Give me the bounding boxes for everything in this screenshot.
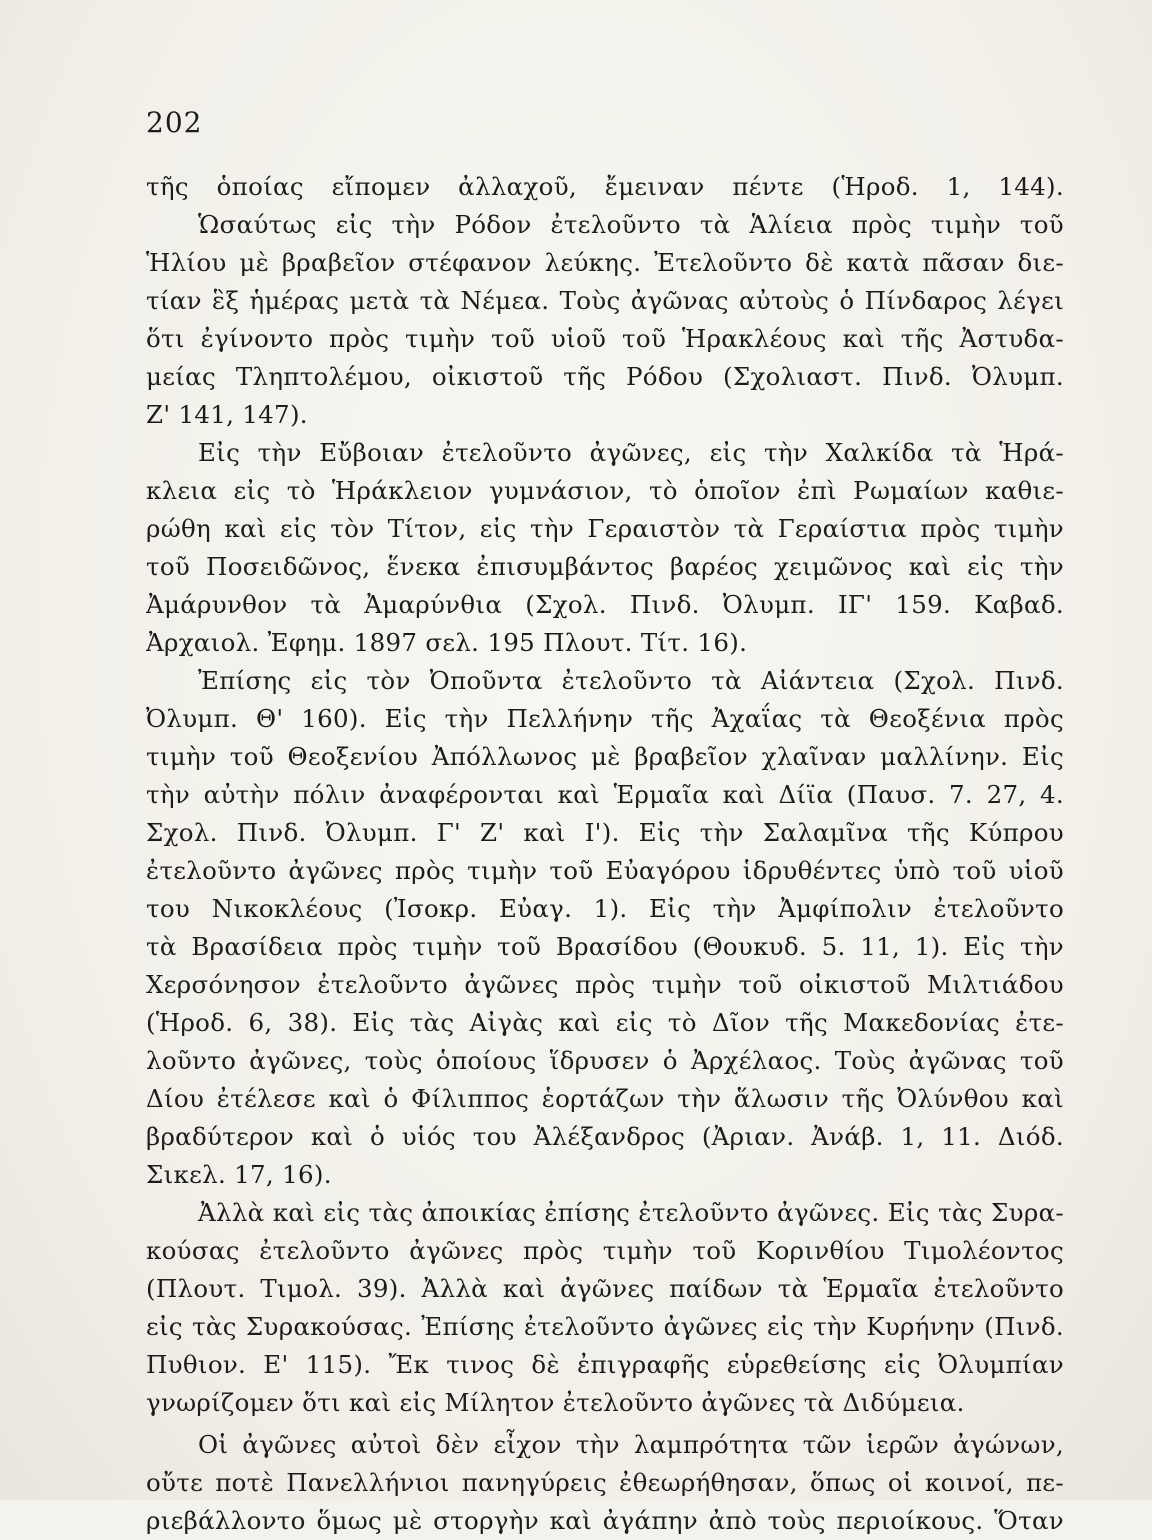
- text-line: Χερσόνησον ἐτελοῦντο ἀγῶνες πρὸς τιμὴν τοῦ οἰκιστοῦ Μιλτιάδου: [146, 970, 1064, 999]
- text-line: μείας Τληπτολέμου, οἰκιστοῦ τῆς Ρόδου (Σχολιαστ. Πινδ. Ὀλυμπ.: [146, 362, 1064, 391]
- text-line: τὴν αὐτὴν πόλιν ἀναφέρονται καὶ Ἑρμαῖα καὶ Δίϊα (Παυσ. 7. 27, 4.: [146, 780, 1064, 809]
- text-line: ριεβάλλοντο ὅμως μὲ στοργὴν καὶ ἀγάπην ἀπὸ τοὺς περιοίκους. Ὅταν: [146, 1506, 1064, 1535]
- text-line: Ἡλίου μὲ βραβεῖον στέφανον λεύκης. Ἐτελοῦντο δὲ κατὰ πᾶσαν διε-: [146, 248, 1064, 277]
- text-line: ἐτελοῦντο ἀγῶνες πρὸς τιμὴν τοῦ Εὐαγόρου ἱδρυθέντες ὑπὸ τοῦ υἱοῦ: [146, 856, 1064, 885]
- text-line: γνωρίζομεν ὅτι καὶ εἰς Μίλητον ἐτελοῦντο ἀγῶνες τὰ Διδύμεια.: [146, 1388, 965, 1417]
- text-line: Ἀμάρυνθον τὰ Ἀμαρύνθια (Σχολ. Πινδ. Ὀλυμπ. ΙΓ' 159. Καβαδ.: [146, 590, 1064, 619]
- text-line: τιμὴν τοῦ Θεοξενίου Ἀπόλλωνος μὲ βραβεῖον χλαῖναν μαλλίνην. Εἰς: [146, 742, 1064, 771]
- text-line: Σικελ. 17, 16).: [146, 1160, 332, 1189]
- page-number: 202: [146, 106, 203, 139]
- text-line: βραδύτερον καὶ ὁ υἱός του Ἀλέξανδρος (Ἀριαν. Ἀνάβ. 1, 11. Διόδ.: [146, 1122, 1064, 1151]
- text-line: κλεια εἰς τὸ Ἡράκλειον γυμνάσιον, τὸ ὁποῖον ἐπὶ Ρωμαίων καθιε-: [146, 476, 1064, 505]
- text-line: Δίου ἐτέλεσε καὶ ὁ Φίλιππος ἑορτάζων τὴν ἅλωσιν τῆς Ὀλύνθου καὶ: [146, 1084, 1064, 1113]
- text-line: τῆς ὁποίας εἴπομεν ἀλλαχοῦ, ἔμειναν πέντε (Ἡροδ. 1, 144).: [146, 172, 1064, 201]
- text-line: τοῦ Ποσειδῶνος, ἕνεκα ἐπισυμβάντος βαρέος χειμῶνος καὶ εἰς τὴν: [146, 552, 1064, 581]
- text-line: εἰς τὰς Συρακούσας. Ἐπίσης ἐτελοῦντο ἀγῶνες εἰς τὴν Κυρήνην (Πινδ.: [146, 1312, 1064, 1341]
- text-line: οὔτε ποτὲ Πανελλήνιοι πανηγύρεις ἐθεωρήθησαν, ὅπως οἱ κοινοί, πε-: [146, 1468, 1064, 1497]
- body-text: [146, 168, 1064, 1540]
- text-line: ρώθη καὶ εἰς τὸν Τίτον, εἰς τὴν Γεραιστὸν τὰ Γεραίστια πρὸς τιμὴν: [146, 514, 1064, 543]
- text-line: Ζ' 141, 147).: [146, 400, 308, 429]
- text-line: Ἐπίσης εἰς τὸν Ὀποῦντα ἐτελοῦντο τὰ Αἰάντεια (Σχολ. Πινδ.: [198, 666, 1064, 695]
- text-line: λοῦντο ἀγῶνες, τοὺς ὁποίους ἵδρυσεν ὁ Ἀρχέλαος. Τοὺς ἀγῶνας τοῦ: [146, 1046, 1064, 1075]
- text-line: Πυθιον. Ε' 115). Ἔκ τινος δὲ ἐπιγραφῆς εὑρεθείσης εἰς Ὀλυμπίαν: [146, 1350, 1064, 1379]
- text-line: Ὡσαύτως εἰς τὴν Ρόδον ἐτελοῦντο τὰ Ἁλίεια πρὸς τιμὴν τοῦ: [198, 210, 1064, 239]
- text-line: Οἱ ἀγῶνες αὐτοὶ δὲν εἶχον τὴν λαμπρότητα τῶν ἱερῶν ἀγώνων,: [198, 1430, 1064, 1459]
- text-line: τίαν ἓξ ἡμέρας μετὰ τὰ Νέμεα. Τοὺς ἀγῶνας αὐτοὺς ὁ Πίνδαρος λέγει: [146, 286, 1064, 315]
- text-line: Σχολ. Πινδ. Ὀλυμπ. Γ' Ζ' καὶ Ι'). Εἰς τὴν Σαλαμῖνα τῆς Κύπρου: [146, 818, 1064, 847]
- text-line: Ὀλυμπ. Θ' 160). Εἰς τὴν Πελλήνην τῆς Ἀχαΐας τὰ Θεοξένια πρὸς: [146, 704, 1064, 733]
- text-line: Ἀλλὰ καὶ εἰς τὰς ἀποικίας ἐπίσης ἐτελοῦντο ἀγῶνες. Εἰς τὰς Συρα-: [198, 1198, 1064, 1227]
- text-line: Ἀρχαιολ. Ἐφημ. 1897 σελ. 195 Πλουτ. Τίτ. 16).: [146, 628, 748, 657]
- text-line: Εἰς τὴν Εὔβοιαν ἐτελοῦντο ἀγῶνες, εἰς τὴν Χαλκίδα τὰ Ἡρά-: [198, 438, 1064, 467]
- text-line: (Ἡροδ. 6, 38). Εἰς τὰς Αἰγὰς καὶ εἰς τὸ Δῖον τῆς Μακεδονίας ἐτε-: [146, 1008, 1064, 1037]
- text-line: (Πλουτ. Τιμολ. 39). Ἀλλὰ καὶ ἀγῶνες παίδων τὰ Ἑρμαῖα ἐτελοῦντο: [146, 1274, 1064, 1303]
- text-line: τὰ Βρασίδεια πρὸς τιμὴν τοῦ Βρασίδου (Θουκυδ. 5. 11, 1). Εἰς τὴν: [146, 932, 1064, 961]
- text-line: κούσας ἐτελοῦντο ἀγῶνες πρὸς τιμὴν τοῦ Κορινθίου Τιμολέοντος: [146, 1236, 1064, 1265]
- text-line: του Νικοκλέους (Ἰσοκρ. Εὐαγ. 1). Εἰς τὴν Ἀμφίπολιν ἐτελοῦντο: [146, 894, 1064, 923]
- text-line: ὅτι ἐγίνοντο πρὸς τιμὴν τοῦ υἱοῦ τοῦ Ἡρακλέους καὶ τῆς Ἀστυδα-: [146, 324, 1064, 353]
